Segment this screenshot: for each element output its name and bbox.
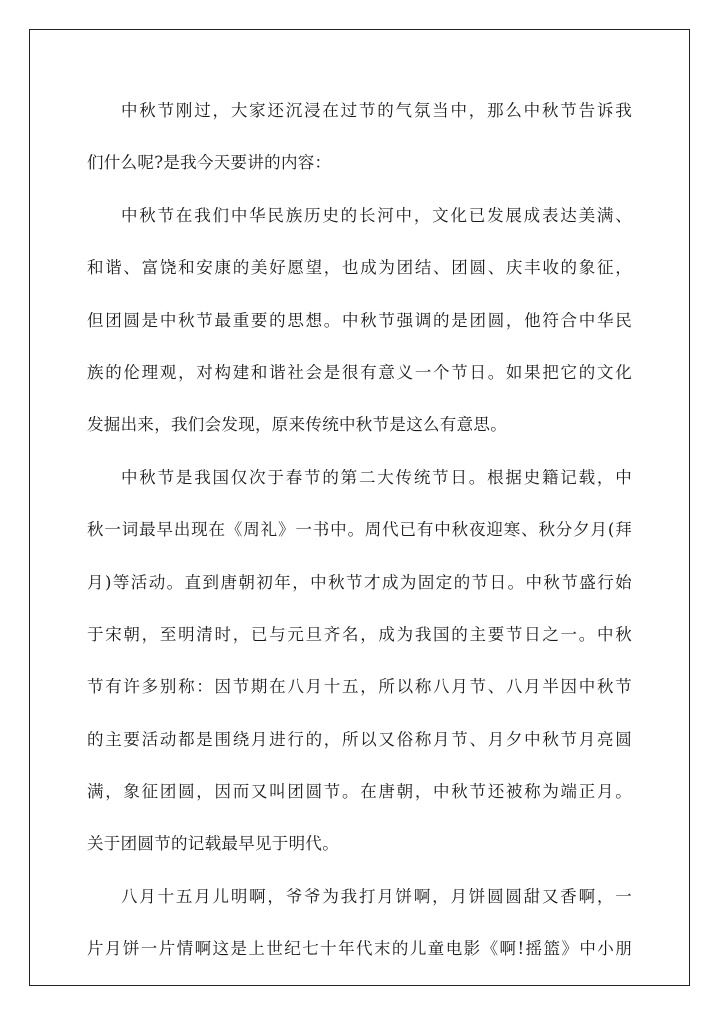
text-line: 中秋节是我国仅次于春节的第二大传统节日。根据史籍记载，中 [121,467,632,487]
text-line: 关于团圆节的记载最早见于明代。 [87,834,339,854]
text-line: 片月饼一片情啊这是上世纪七十年代末的儿童电影《啊!摇篮》中小朋 [87,939,632,959]
document-body [87,94,632,985]
text-line: 满，象征团圆，因而又叫团圆节。在唐朝，中秋节还被称为端正月。 [87,782,632,802]
text-line: 八月十五月儿明啊，爷爷为我打月饼啊，月饼圆圆甜又香啊，一 [121,886,632,906]
text-line: 节有许多别称：因节期在八月十五，所以称八月节、八月半因中秋节 [87,677,632,697]
text-line: 于宋朝，至明清时，已与元旦齐名，成为我国的主要节日之一。中秋 [87,624,632,644]
text-line: 月)等活动。直到唐朝初年，中秋节才成为固定的节日。中秋节盛行始 [87,572,632,592]
text-line: 的主要活动都是围绕月进行的，所以又俗称月节、月夕中秋节月亮圆 [87,729,632,749]
text-line: 们什么呢?是我今天要讲的内容： [87,153,332,173]
text-line: 秋一词最早出现在《周礼》一书中。周代已有中秋夜迎寒、秋分夕月(拜 [87,520,632,540]
text-line: 和谐、富饶和安康的美好愿望，也成为团结、团圆、庆丰收的象征， [87,258,632,278]
text-line: 中秋节在我们中华民族历史的长河中，文化已发展成表达美满、 [121,205,632,225]
text-line: 发掘出来，我们会发现，原来传统中秋节是这么有意思。 [87,415,507,435]
text-line: 中秋节刚过，大家还沉浸在过节的气氛当中，那么中秋节告诉我 [121,101,632,120]
text-line: 族的伦理观，对构建和谐社会是很有意义一个节日。如果把它的文化 [87,362,632,382]
text-line: 但团圆是中秋节最重要的思想。中秋节强调的是团圆，他符合中华民 [87,310,632,330]
